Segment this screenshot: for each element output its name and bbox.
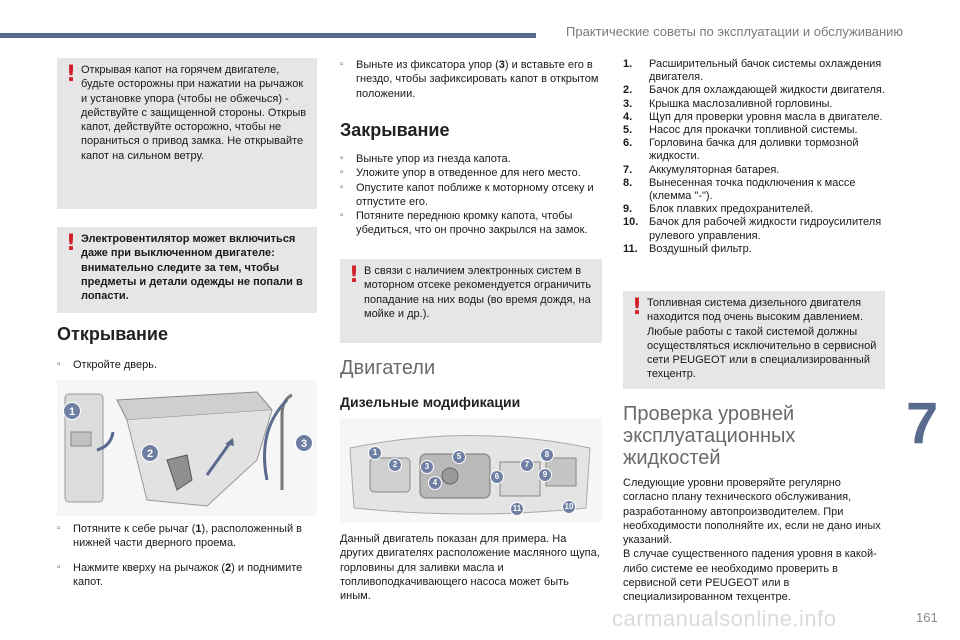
item-number: 8. [623,176,633,189]
warning-text: В связи с наличием электронных систем в моторном отсеке рекомендуется ограничить попадание на них воды (во время дождя, на мойке и др.). [364,265,592,320]
exclamation-icon: ! [66,62,77,87]
callout-9: 9 [538,468,552,482]
list-item [623,243,885,256]
bullet-icon: ▫ [340,167,344,179]
engine-illustration [340,418,602,522]
step-text: Опустите капот поближе к моторному отсеку и отпустите его. [356,181,594,208]
opening-steps [57,358,317,372]
item-number: 3. [623,97,633,110]
item-number: 11. [623,242,638,255]
closing-title: Закрывание [340,120,450,140]
hood-illustration [57,380,317,516]
item-number: 6. [623,137,633,150]
opening-steps-3 [57,561,317,590]
callout-1: 1 [63,402,81,420]
list-item [623,216,885,242]
item-text: Аккумуляторная батарея. [649,163,780,176]
item-text: Вынесенная точка подключения к массе (клемма "-"). [649,176,856,203]
bullet-icon: ▫ [340,59,344,70]
item-text: Насос для прокачки топливной системы. [649,124,858,137]
step-text: Нажмите кверху на рычажок ( [73,562,226,574]
bullet-icon: ▫ [340,153,344,164]
item-number: 5. [623,124,633,137]
item-number: 10. [623,216,639,229]
item-number: 4. [623,110,633,123]
bullet-icon: ▫ [340,181,344,193]
diesel-title: Дизельные модификации [340,394,521,410]
opening-illustration [57,380,317,516]
watermark: carmanualsonline.info [612,606,837,631]
list-item [57,522,317,551]
item-number: 2. [623,84,633,97]
opening-steps-2 [57,522,317,551]
warning-text: Электровентилятор может включиться даже при выключенном двигателе: внимательно следите за тем, чтобы предметы и детали одежды не попали в лопасти. [81,233,303,303]
list-item [623,58,885,84]
list-item [340,209,602,238]
list-item [57,561,317,590]
callout-4: 4 [428,476,442,490]
item-number: 9. [623,203,633,216]
list-item [340,166,602,180]
exclamation-icon: ! [632,295,643,320]
item-text: Блок плавких предохранителей. [649,203,814,216]
list-item [623,98,885,111]
step-text: Выньте из фиксатора упор ( [356,59,499,71]
header-title: Практические советы по эксплуатации и обслуживанию [566,24,904,39]
warning-text: Топливная система дизельного двигателя находится под очень высоким давлением. Любые работы с такой системой должны осуществляться исключительно в сервисной сети PEUGEOT или в специализированный техцентр. [647,297,877,381]
warning-diesel [623,291,885,389]
opening-steps-4 [340,58,602,101]
list-item [340,152,602,166]
engine-caption: Данный двигатель показан для примера. На других двигателях расположение масляного щупа, горловины для заливки масла и топливоподкачивающего насоса может быть иным. [340,533,600,603]
list-item [340,181,602,210]
step-text: Откройте дверь. [73,359,158,371]
step-text: Потяните переднюю кромку капота, чтобы убедиться, что он прочно закрылся на замок. [356,210,588,237]
closing-steps [340,152,602,238]
levels-title: Проверка уровней эксплуатационных жидкостей [623,403,796,469]
list-item [623,137,885,163]
list-item [623,203,885,216]
item-text: Расширительный бачок системы охлаждения двигателя. [649,58,882,84]
item-text: Крышка маслозаливной горловины. [649,97,833,110]
list-item [623,84,885,97]
step-text: ) и поднимите капот. [73,562,303,589]
callout-1: 1 [368,446,382,460]
callout-6: 6 [490,470,504,484]
engines-title: Двигатели [340,357,436,379]
item-text: Щуп для проверки уровня масла в двигателе. [649,110,883,123]
item-number: 7. [623,163,633,176]
step-text: Выньте упор из гнезда капота. [356,153,511,165]
item-text: Бачок для рабочей жидкости гидроусилителя рулевого управления. [649,216,882,242]
warning-text: Открывая капот на горячем двигателе, будьте осторожны при нажатии на рычажок и установке упора (чтобы не обжечься) - действуйте с защищенной стороны. Открыв капот, действуйте осторожно, чтобы не пораниться о привод замка. Не открывайте капот на сильном ветру. [81,64,307,162]
step-text: Уложите упор в отведенное для него место. [356,167,581,180]
callout-10: 10 [562,500,576,514]
item-number: 1. [623,58,633,70]
list-item [623,164,885,177]
levels-body: Следующие уровни проверяйте регулярно согласно плану технического обслуживания, разработанному автопроизводителем. При необходимости пополняйте их, если не дано иных указаний. В случае существенного падения уровня в какой-либо системе ее необходимо проверить в сервисной сети PEUGEOT или в специализированном техцентре. [623,477,881,604]
step-text: ), расположенный в нижней части дверного проема. [73,523,302,550]
components-list [623,58,885,256]
item-text: Воздушный фильтр. [649,242,752,255]
bullet-icon: ▫ [57,359,61,370]
list-item [340,58,602,101]
opening-title: Открывание [57,324,168,344]
page-number: 161 [916,610,938,625]
warning-electronics [340,259,602,343]
ref-number: 1 [195,523,202,535]
callout-5: 5 [452,450,466,464]
bullet-icon: ▫ [57,562,61,573]
item-text: Бачок для охлаждающей жидкости двигателя. [649,84,885,97]
step-text: ) и вставьте его в гнездо, чтобы зафиксировать капот в открытом положении. [356,59,599,100]
item-text: Горловина бачка для доливки тормозной жидкости. [649,137,859,163]
ref-number: 2 [225,562,232,574]
callout-3: 3 [295,434,313,452]
ref-number: 3 [498,59,505,71]
chapter-number: 7 [906,391,939,456]
callout-8: 8 [540,448,554,462]
exclamation-icon: ! [66,231,77,256]
list-item [57,358,317,372]
bullet-icon: ▫ [340,210,344,222]
exclamation-icon: ! [349,263,360,288]
list-item [623,177,885,203]
list-item [623,124,885,137]
header-accent-bar [0,33,536,38]
callout-11: 11 [510,502,524,516]
warning-fan [57,227,317,313]
bullet-icon: ▫ [57,523,61,534]
callout-2: 2 [388,458,402,472]
list-item [623,111,885,124]
warning-hot-engine [57,58,317,209]
callout-7: 7 [520,458,534,472]
step-text: Потяните к себе рычаг ( [73,523,196,535]
callout-2: 2 [141,444,159,462]
callout-3: 3 [420,460,434,474]
